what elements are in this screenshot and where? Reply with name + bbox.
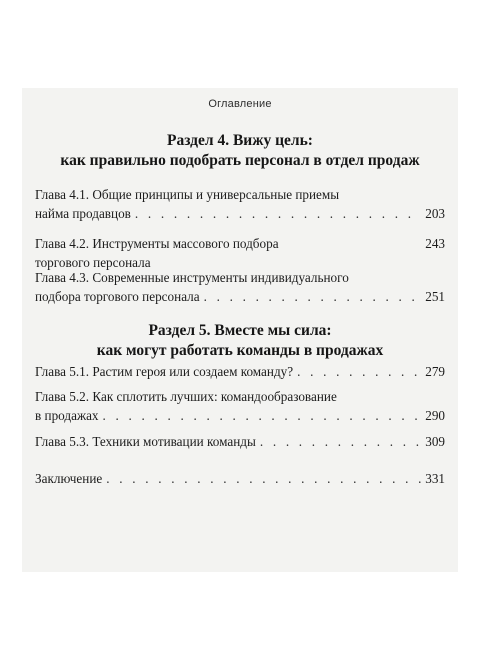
- section-5-title: Раздел 5. Вместе мы сила:: [148, 322, 332, 339]
- toc-entry-text: Глава 4.1. Общие принципы и универсальные приемы: [35, 187, 340, 202]
- section-heading-4: [36, 131, 444, 171]
- page-number: 331: [425, 471, 445, 486]
- toc-entry-4-3[interactable]: [35, 268, 445, 306]
- toc-entry-text: Заключение: [35, 471, 103, 486]
- toc-entry-5-1[interactable]: [35, 362, 445, 381]
- toc-entry-text: Глава 4.3. Современные инструменты индивидуального: [35, 270, 349, 285]
- section-4-subtitle: как правильно подобрать персонал в отдел продаж: [60, 152, 420, 169]
- toc-entry-text: в продажах: [35, 408, 99, 423]
- page-number: 243: [425, 236, 445, 251]
- section-5-subtitle: как могут работать команды в продажах: [96, 342, 384, 359]
- dot-leader: [204, 287, 422, 306]
- toc-entry-4-1[interactable]: [35, 185, 445, 223]
- dot-leader: [106, 469, 421, 488]
- toc-entry-text: найма продавцов: [35, 206, 131, 221]
- section-4-title: Раздел 4. Вижу цель:: [167, 132, 313, 149]
- page-margin-top: [0, 0, 480, 88]
- toc-entry-text: Глава 5.3. Техники мотивации команды: [35, 434, 256, 449]
- page-margin-bottom: [0, 572, 480, 650]
- dot-leader: [135, 204, 421, 223]
- dot-leader: [260, 432, 421, 451]
- page-number: 203: [425, 206, 445, 221]
- dot-leader: [103, 406, 422, 425]
- toc-entry-text: подбора торгового персонала: [35, 289, 200, 304]
- toc-entry-conclusion[interactable]: [35, 469, 445, 488]
- toc-entry-5-3[interactable]: [35, 432, 445, 451]
- page-number: 309: [425, 434, 445, 449]
- page-number: 251: [425, 289, 445, 304]
- toc-entry-4-2[interactable]: [35, 234, 445, 272]
- section-heading-5: [36, 321, 444, 361]
- page-number: 279: [425, 364, 445, 379]
- toc-entry-text: Глава 5.2. Как сплотить лучших: командообразование: [35, 389, 337, 404]
- toc-entry-5-2[interactable]: [35, 387, 445, 425]
- toc-entry-text: торгового персонала: [35, 255, 151, 270]
- running-head: Оглавление: [208, 98, 272, 110]
- toc-entry-text: Глава 5.1. Растим героя или создаем команду?: [35, 364, 294, 379]
- toc-entry-text: Глава 4.2. Инструменты массового подбора: [35, 236, 279, 251]
- page-number: 290: [425, 408, 445, 423]
- dot-leader: [297, 362, 421, 381]
